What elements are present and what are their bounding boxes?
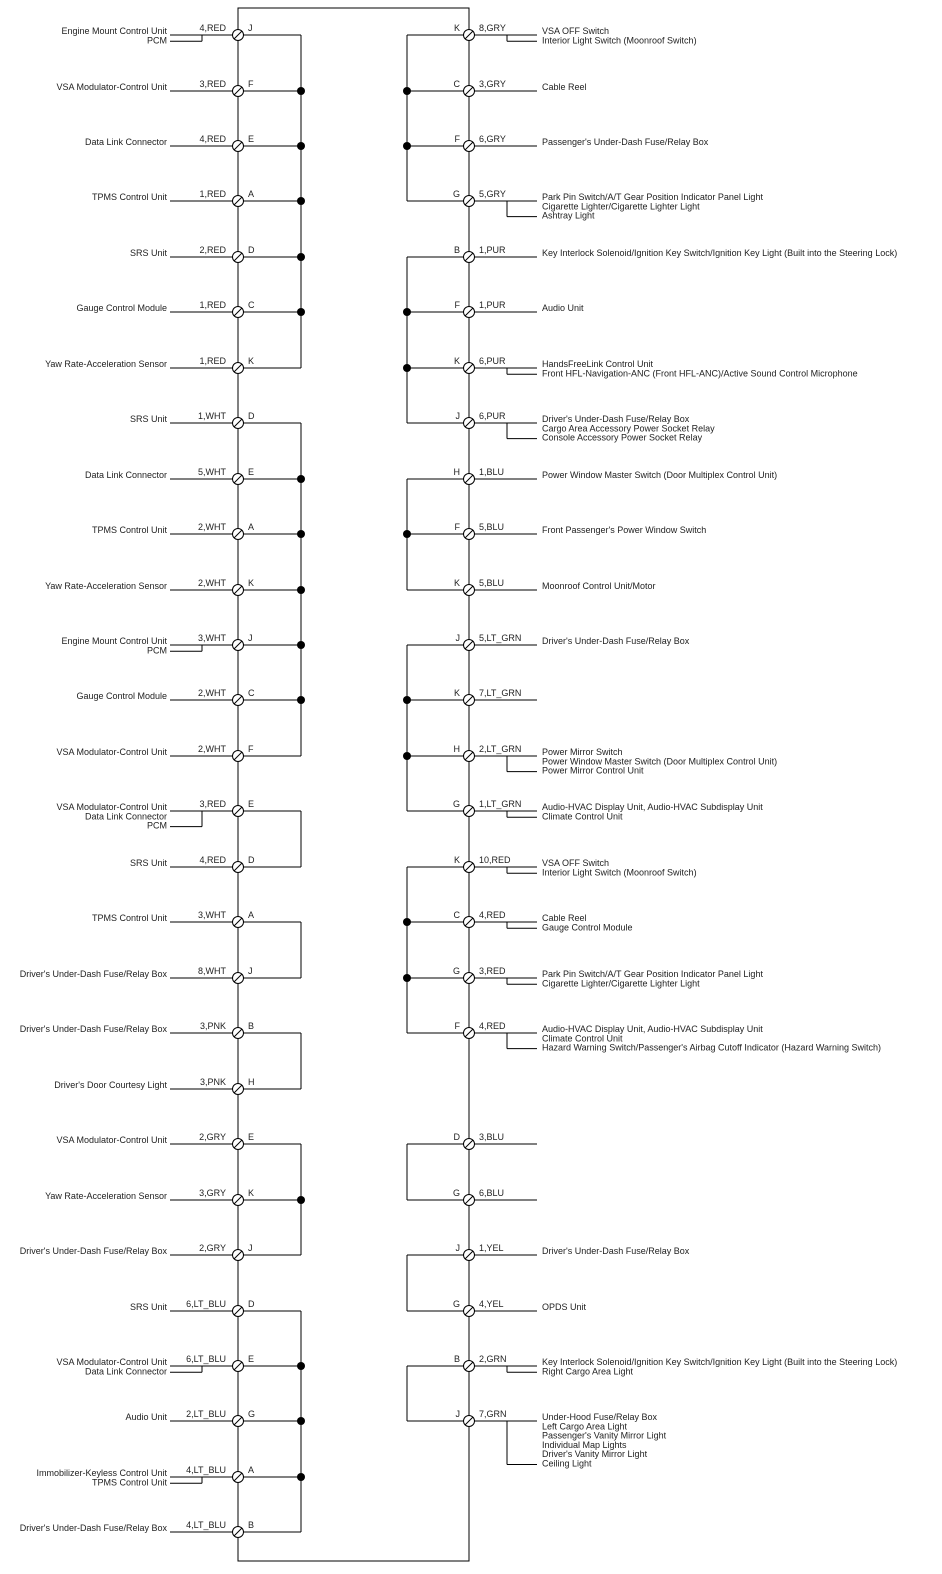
right-wire-label: 1,LT_GRN: [479, 799, 522, 809]
right-pin-label: F: [454, 134, 460, 144]
left-pin-label: D: [248, 245, 255, 255]
left-component-label: Driver's Under-Dash Fuse/Relay Box: [19, 1024, 167, 1034]
right-component-label: Driver's Vanity Mirror Light: [542, 1449, 648, 1460]
left-component-label: TPMS Control Unit: [91, 525, 167, 535]
left-terminal-21: [45, 1188, 301, 1206]
left-pin-label: J: [248, 633, 253, 643]
left-component-label: PCM: [147, 35, 167, 46]
left-wire-label: 2,WHT: [198, 744, 226, 754]
left-terminal-2: [85, 134, 301, 152]
right-terminal-4: [407, 245, 897, 263]
right-wire-label: 4,RED: [479, 910, 506, 920]
right-pin-label: H: [453, 467, 460, 477]
right-pin-label: B: [453, 245, 460, 255]
left-terminal-23: [130, 1299, 301, 1317]
right-component-label: Audio Unit: [542, 303, 584, 313]
right-terminal-20: [407, 1188, 537, 1206]
left-wire-label: 1,WHT: [198, 411, 226, 421]
left-wire-label: 2,WHT: [198, 688, 226, 698]
left-terminal-6: [45, 356, 301, 374]
right-wire-label: 5,GRY: [479, 189, 506, 199]
right-terminal-18: [407, 1021, 881, 1053]
right-terminal-9: [407, 522, 706, 540]
left-terminal-20: [56, 1132, 301, 1150]
left-wire-label: 1,RED: [199, 189, 226, 199]
right-wire-label: 1,BLU: [479, 467, 505, 477]
right-terminal-5: [407, 300, 584, 318]
left-pin-label: B: [248, 1520, 255, 1530]
left-component-label: Driver's Under-Dash Fuse/Relay Box: [19, 969, 167, 979]
right-wire-label: 8,GRY: [479, 23, 506, 33]
right-component-label: Front HFL-Navigation-ANC (Front HFL-ANC)/Active Sound Control Microphone: [542, 368, 858, 379]
left-terminal-25: [125, 1409, 301, 1427]
right-terminal-8: [407, 467, 777, 485]
left-wire-label: 3,PNK: [199, 1077, 226, 1087]
right-component-label: Moonroof Control Unit/Motor: [542, 581, 656, 591]
right-component-label: Hazard Warning Switch/Passenger's Airbag Cutoff Indicator (Hazard Warning Switch): [542, 1042, 882, 1053]
left-component-label: Driver's Under-Dash Fuse/Relay Box: [19, 1523, 167, 1533]
right-component-label: Power Window Master Switch (Door Multiplex Control Unit): [542, 470, 778, 480]
right-wire-label: 4,RED: [479, 1021, 506, 1031]
right-component-label: Passenger's Vanity Mirror Light: [542, 1430, 667, 1441]
left-component-label: Driver's Under-Dash Fuse/Relay Box: [19, 1246, 167, 1256]
left-terminal-3: [92, 189, 301, 207]
right-component-label: Interior Light Switch (Moonroof Switch): [542, 35, 697, 46]
right-component-label: Right Cargo Area Light: [542, 1366, 634, 1377]
left-terminal-0: [61, 23, 301, 45]
left-pin-label: E: [248, 134, 255, 144]
right-pin-label: K: [453, 578, 460, 588]
left-pin-label: K: [248, 356, 255, 366]
right-pin-label: B: [453, 1354, 460, 1364]
right-component-label: Key Interlock Solenoid/Ignition Key Switch/Ignition Key Light (Built into the Steering Lock): [542, 1357, 898, 1367]
right-component-label: Front Passenger's Power Window Switch: [542, 525, 707, 535]
left-component-label: Data Link Connector: [84, 1366, 167, 1377]
left-terminal-4: [130, 245, 301, 263]
left-component-label: Driver's Door Courtesy Light: [54, 1080, 167, 1090]
left-component-label: Gauge Control Module: [76, 303, 167, 313]
left-terminal-1: [56, 79, 301, 97]
left-wire-label: 3,RED: [199, 799, 226, 809]
left-terminal-8: [85, 467, 301, 485]
right-component-label: Individual Map Lights: [542, 1439, 627, 1450]
left-wire-label: 2,GRY: [199, 1132, 226, 1142]
left-terminal-15: [130, 855, 301, 873]
left-wire-label: 1,RED: [199, 356, 226, 366]
right-wire-label: 10,RED: [479, 855, 511, 865]
left-component-label: TPMS Control Unit: [91, 192, 167, 202]
right-component-label: Left Cargo Area Light: [542, 1421, 628, 1432]
right-terminal-19: [407, 1132, 537, 1150]
left-wire-label: 3,GRY: [199, 1188, 226, 1198]
right-component-label: Cargo Area Accessory Power Socket Relay: [542, 423, 715, 434]
right-pin-label: K: [453, 356, 460, 366]
right-pin-label: G: [452, 966, 460, 976]
right-terminal-0: [407, 23, 697, 45]
left-terminal-11: [61, 633, 301, 655]
left-terminal-22: [20, 1243, 301, 1261]
right-wire-label: 1,PUR: [479, 245, 506, 255]
left-component-label: Gauge Control Module: [76, 691, 167, 701]
right-component-label: Audio-HVAC Display Unit, Audio-HVAC Subdisplay Unit: [542, 1024, 763, 1034]
right-component-label: Power Window Master Switch (Door Multiplex Control Unit): [542, 756, 778, 767]
left-terminal-10: [45, 578, 301, 596]
left-component-label: Data Link Connector: [84, 470, 167, 480]
left-terminal-27: [20, 1520, 301, 1538]
left-component-label: TPMS Control Unit: [91, 1477, 167, 1488]
right-pin-label: K: [453, 855, 460, 865]
right-component-label: Park Pin Switch/A/T Gear Position Indicator Panel Light: [542, 192, 763, 202]
left-component-label: Data Link Connector: [84, 137, 167, 147]
right-wire-label: 1,YEL: [479, 1243, 504, 1253]
left-pin-label: C: [248, 688, 255, 698]
left-component-label: VSA Modulator-Control Unit: [56, 802, 167, 812]
right-wire-label: 6,BLU: [479, 1188, 505, 1198]
left-terminal-17: [20, 966, 301, 984]
left-pin-label: H: [248, 1077, 255, 1087]
left-component-label: PCM: [147, 645, 167, 656]
left-component-label: SRS Unit: [129, 248, 167, 258]
right-component-label: Driver's Under-Dash Fuse/Relay Box: [542, 636, 690, 646]
left-pin-label: J: [248, 23, 253, 33]
right-component-label: Climate Control Unit: [542, 811, 623, 822]
left-component-label: Immobilizer-Keyless Control Unit: [36, 1468, 167, 1478]
right-component-label: VSA OFF Switch: [542, 858, 610, 868]
right-pin-label: J: [455, 411, 460, 421]
left-terminal-14: [56, 799, 301, 831]
right-component-label: Key Interlock Solenoid/Ignition Key Switch/Ignition Key Light (Built into the Steering Lock): [542, 248, 898, 258]
left-component-label: PCM: [147, 820, 167, 831]
right-component-label: Audio-HVAC Display Unit, Audio-HVAC Subdisplay Unit: [542, 802, 763, 812]
left-wire-label: 1,RED: [199, 300, 226, 310]
right-component-label: Console Accessory Power Socket Relay: [542, 432, 703, 443]
junction-connector-box: [238, 8, 469, 1561]
left-pin-label: D: [248, 1299, 255, 1309]
right-wire-label: 4,YEL: [479, 1299, 504, 1309]
left-wire-label: 4,LT_BLU: [186, 1520, 226, 1530]
right-component-label: Ashtray Light: [542, 210, 595, 221]
right-wire-label: 3,BLU: [479, 1132, 505, 1142]
left-component-label: VSA Modulator-Control Unit: [56, 82, 167, 92]
right-pin-label: K: [453, 23, 460, 33]
right-wire-label: 5,BLU: [479, 522, 505, 532]
right-component-label: Driver's Under-Dash Fuse/Relay Box: [542, 1246, 690, 1256]
right-component-label: Cigarette Lighter/Cigarette Lighter Light: [542, 978, 700, 989]
right-component-label: VSA OFF Switch: [542, 26, 610, 36]
left-component-label: SRS Unit: [129, 858, 167, 868]
right-component-label: Power Mirror Switch: [542, 747, 623, 757]
left-pin-label: C: [248, 300, 255, 310]
right-pin-label: G: [452, 189, 460, 199]
left-wire-label: 5,WHT: [198, 467, 226, 477]
right-terminal-15: [407, 855, 697, 877]
right-wire-label: 1,PUR: [479, 300, 506, 310]
right-wire-label: 5,BLU: [479, 578, 505, 588]
left-pin-label: E: [248, 1354, 255, 1364]
left-terminal-18: [20, 1021, 301, 1039]
right-pin-label: H: [453, 744, 460, 754]
right-terminal-12: [407, 688, 537, 706]
left-wire-label: 2,WHT: [198, 578, 226, 588]
right-terminal-16: [407, 910, 633, 932]
right-component-label: Park Pin Switch/A/T Gear Position Indicator Panel Light: [542, 969, 763, 979]
right-terminal-3: [407, 189, 763, 221]
left-component-label: Yaw Rate-Acceleration Sensor: [45, 581, 167, 591]
right-pin-label: J: [455, 1409, 460, 1419]
right-terminal-7: [407, 411, 715, 443]
left-wire-label: 6,LT_BLU: [186, 1299, 226, 1309]
right-wire-label: 6,PUR: [479, 411, 506, 421]
left-wire-label: 3,RED: [199, 79, 226, 89]
left-pin-label: K: [248, 1188, 255, 1198]
left-component-label: Audio Unit: [125, 1412, 167, 1422]
right-terminals: [407, 23, 897, 1469]
left-pin-label: E: [248, 467, 255, 477]
left-wire-label: 4,RED: [199, 134, 226, 144]
right-terminal-11: [407, 633, 690, 651]
right-component-label: Ceiling Light: [542, 1458, 592, 1469]
right-component-label: OPDS Unit: [542, 1302, 587, 1312]
right-pin-label: C: [453, 910, 460, 920]
right-component-label: Cigarette Lighter/Cigarette Lighter Light: [542, 201, 700, 212]
left-pin-label: D: [248, 855, 255, 865]
right-component-label: Gauge Control Module: [542, 922, 633, 933]
left-component-label: Data Link Connector: [84, 811, 167, 822]
right-component-label: Passenger's Under-Dash Fuse/Relay Box: [542, 137, 709, 147]
right-terminal-2: [407, 134, 709, 152]
left-pin-label: A: [248, 910, 255, 920]
left-terminal-5: [76, 300, 301, 318]
left-component-label: SRS Unit: [129, 1302, 167, 1312]
left-terminal-12: [76, 688, 301, 706]
right-wire-label: 6,PUR: [479, 356, 506, 366]
left-component-label: VSA Modulator-Control Unit: [56, 1357, 167, 1367]
left-wire-label: 3,PNK: [199, 1021, 226, 1031]
right-terminal-10: [407, 578, 656, 596]
right-terminal-17: [407, 966, 763, 988]
left-pin-label: J: [248, 1243, 253, 1253]
right-pin-label: G: [452, 799, 460, 809]
left-pin-label: J: [248, 966, 253, 976]
left-component-label: Engine Mount Control Unit: [61, 636, 167, 646]
left-terminal-24: [56, 1354, 301, 1376]
right-pin-label: F: [454, 522, 460, 532]
left-pin-label: A: [248, 522, 255, 532]
right-wire-label: 3,RED: [479, 966, 506, 976]
right-pin-label: F: [454, 1021, 460, 1031]
left-pin-label: A: [248, 1465, 255, 1475]
left-terminal-19: [54, 1077, 301, 1095]
left-pin-label: E: [248, 799, 255, 809]
left-pin-label: K: [248, 578, 255, 588]
right-terminal-6: [407, 356, 858, 378]
left-wire-label: 2,GRY: [199, 1243, 226, 1253]
left-wire-label: 3,WHT: [198, 910, 226, 920]
left-pin-label: F: [248, 79, 254, 89]
right-pin-label: K: [453, 688, 460, 698]
right-terminal-1: [407, 79, 587, 97]
left-component-label: Engine Mount Control Unit: [61, 26, 167, 36]
left-pin-label: A: [248, 189, 255, 199]
left-terminal-7: [130, 411, 301, 429]
left-terminal-13: [56, 744, 301, 762]
left-component-label: Yaw Rate-Acceleration Sensor: [45, 359, 167, 369]
right-pin-label: C: [453, 79, 460, 89]
left-pin-label: G: [248, 1409, 256, 1419]
right-terminal-22: [407, 1299, 587, 1317]
right-component-label: Cable Reel: [542, 82, 587, 92]
right-wire-label: 2,LT_GRN: [479, 744, 522, 754]
bus-layer: [297, 35, 411, 1532]
left-wire-label: 4,RED: [199, 23, 226, 33]
right-wire-label: 2,GRN: [479, 1354, 507, 1364]
left-terminal-16: [92, 910, 301, 928]
left-pin-label: B: [248, 1021, 255, 1031]
right-pin-label: G: [452, 1299, 460, 1309]
right-wire-label: 7,LT_GRN: [479, 688, 522, 698]
right-component-label: Driver's Under-Dash Fuse/Relay Box: [542, 414, 690, 424]
left-component-label: VSA Modulator-Control Unit: [56, 747, 167, 757]
left-component-label: Yaw Rate-Acceleration Sensor: [45, 1191, 167, 1201]
left-component-label: TPMS Control Unit: [91, 913, 167, 923]
left-terminals: [20, 23, 301, 1538]
left-pin-label: E: [248, 1132, 255, 1142]
left-wire-label: 8,WHT: [198, 966, 226, 976]
left-wire-label: 4,RED: [199, 855, 226, 865]
left-wire-label: 2,LT_BLU: [186, 1409, 226, 1419]
right-component-label: Cable Reel: [542, 913, 587, 923]
left-wire-label: 4,LT_BLU: [186, 1465, 226, 1475]
right-component-label: Interior Light Switch (Moonroof Switch): [542, 867, 697, 878]
left-component-label: SRS Unit: [129, 414, 167, 424]
left-component-label: VSA Modulator-Control Unit: [56, 1135, 167, 1145]
right-pin-label: D: [453, 1132, 460, 1142]
right-wire-label: 7,GRN: [479, 1409, 507, 1419]
right-terminal-24: [407, 1409, 667, 1469]
right-pin-label: F: [454, 300, 460, 310]
right-wire-label: 5,LT_GRN: [479, 633, 522, 643]
right-pin-label: J: [455, 633, 460, 643]
right-wire-label: 6,GRY: [479, 134, 506, 144]
left-pin-label: D: [248, 411, 255, 421]
left-wire-label: 3,WHT: [198, 633, 226, 643]
left-wire-label: 2,WHT: [198, 522, 226, 532]
left-terminal-9: [92, 522, 301, 540]
right-terminal-23: [407, 1354, 897, 1376]
left-pin-label: F: [248, 744, 254, 754]
right-terminal-21: [407, 1243, 690, 1261]
right-pin-label: J: [455, 1243, 460, 1253]
right-terminal-13: [407, 744, 777, 776]
left-terminal-26: [36, 1465, 301, 1487]
right-terminal-14: [407, 799, 763, 821]
right-pin-label: G: [452, 1188, 460, 1198]
left-wire-label: 6,LT_BLU: [186, 1354, 226, 1364]
right-component-label: HandsFreeLink Control Unit: [542, 359, 654, 369]
right-wire-label: 3,GRY: [479, 79, 506, 89]
left-wire-label: 2,RED: [199, 245, 226, 255]
right-component-label: Under-Hood Fuse/Relay Box: [542, 1412, 658, 1422]
right-component-label: Climate Control Unit: [542, 1033, 623, 1044]
right-component-label: Power Mirror Control Unit: [542, 765, 644, 776]
